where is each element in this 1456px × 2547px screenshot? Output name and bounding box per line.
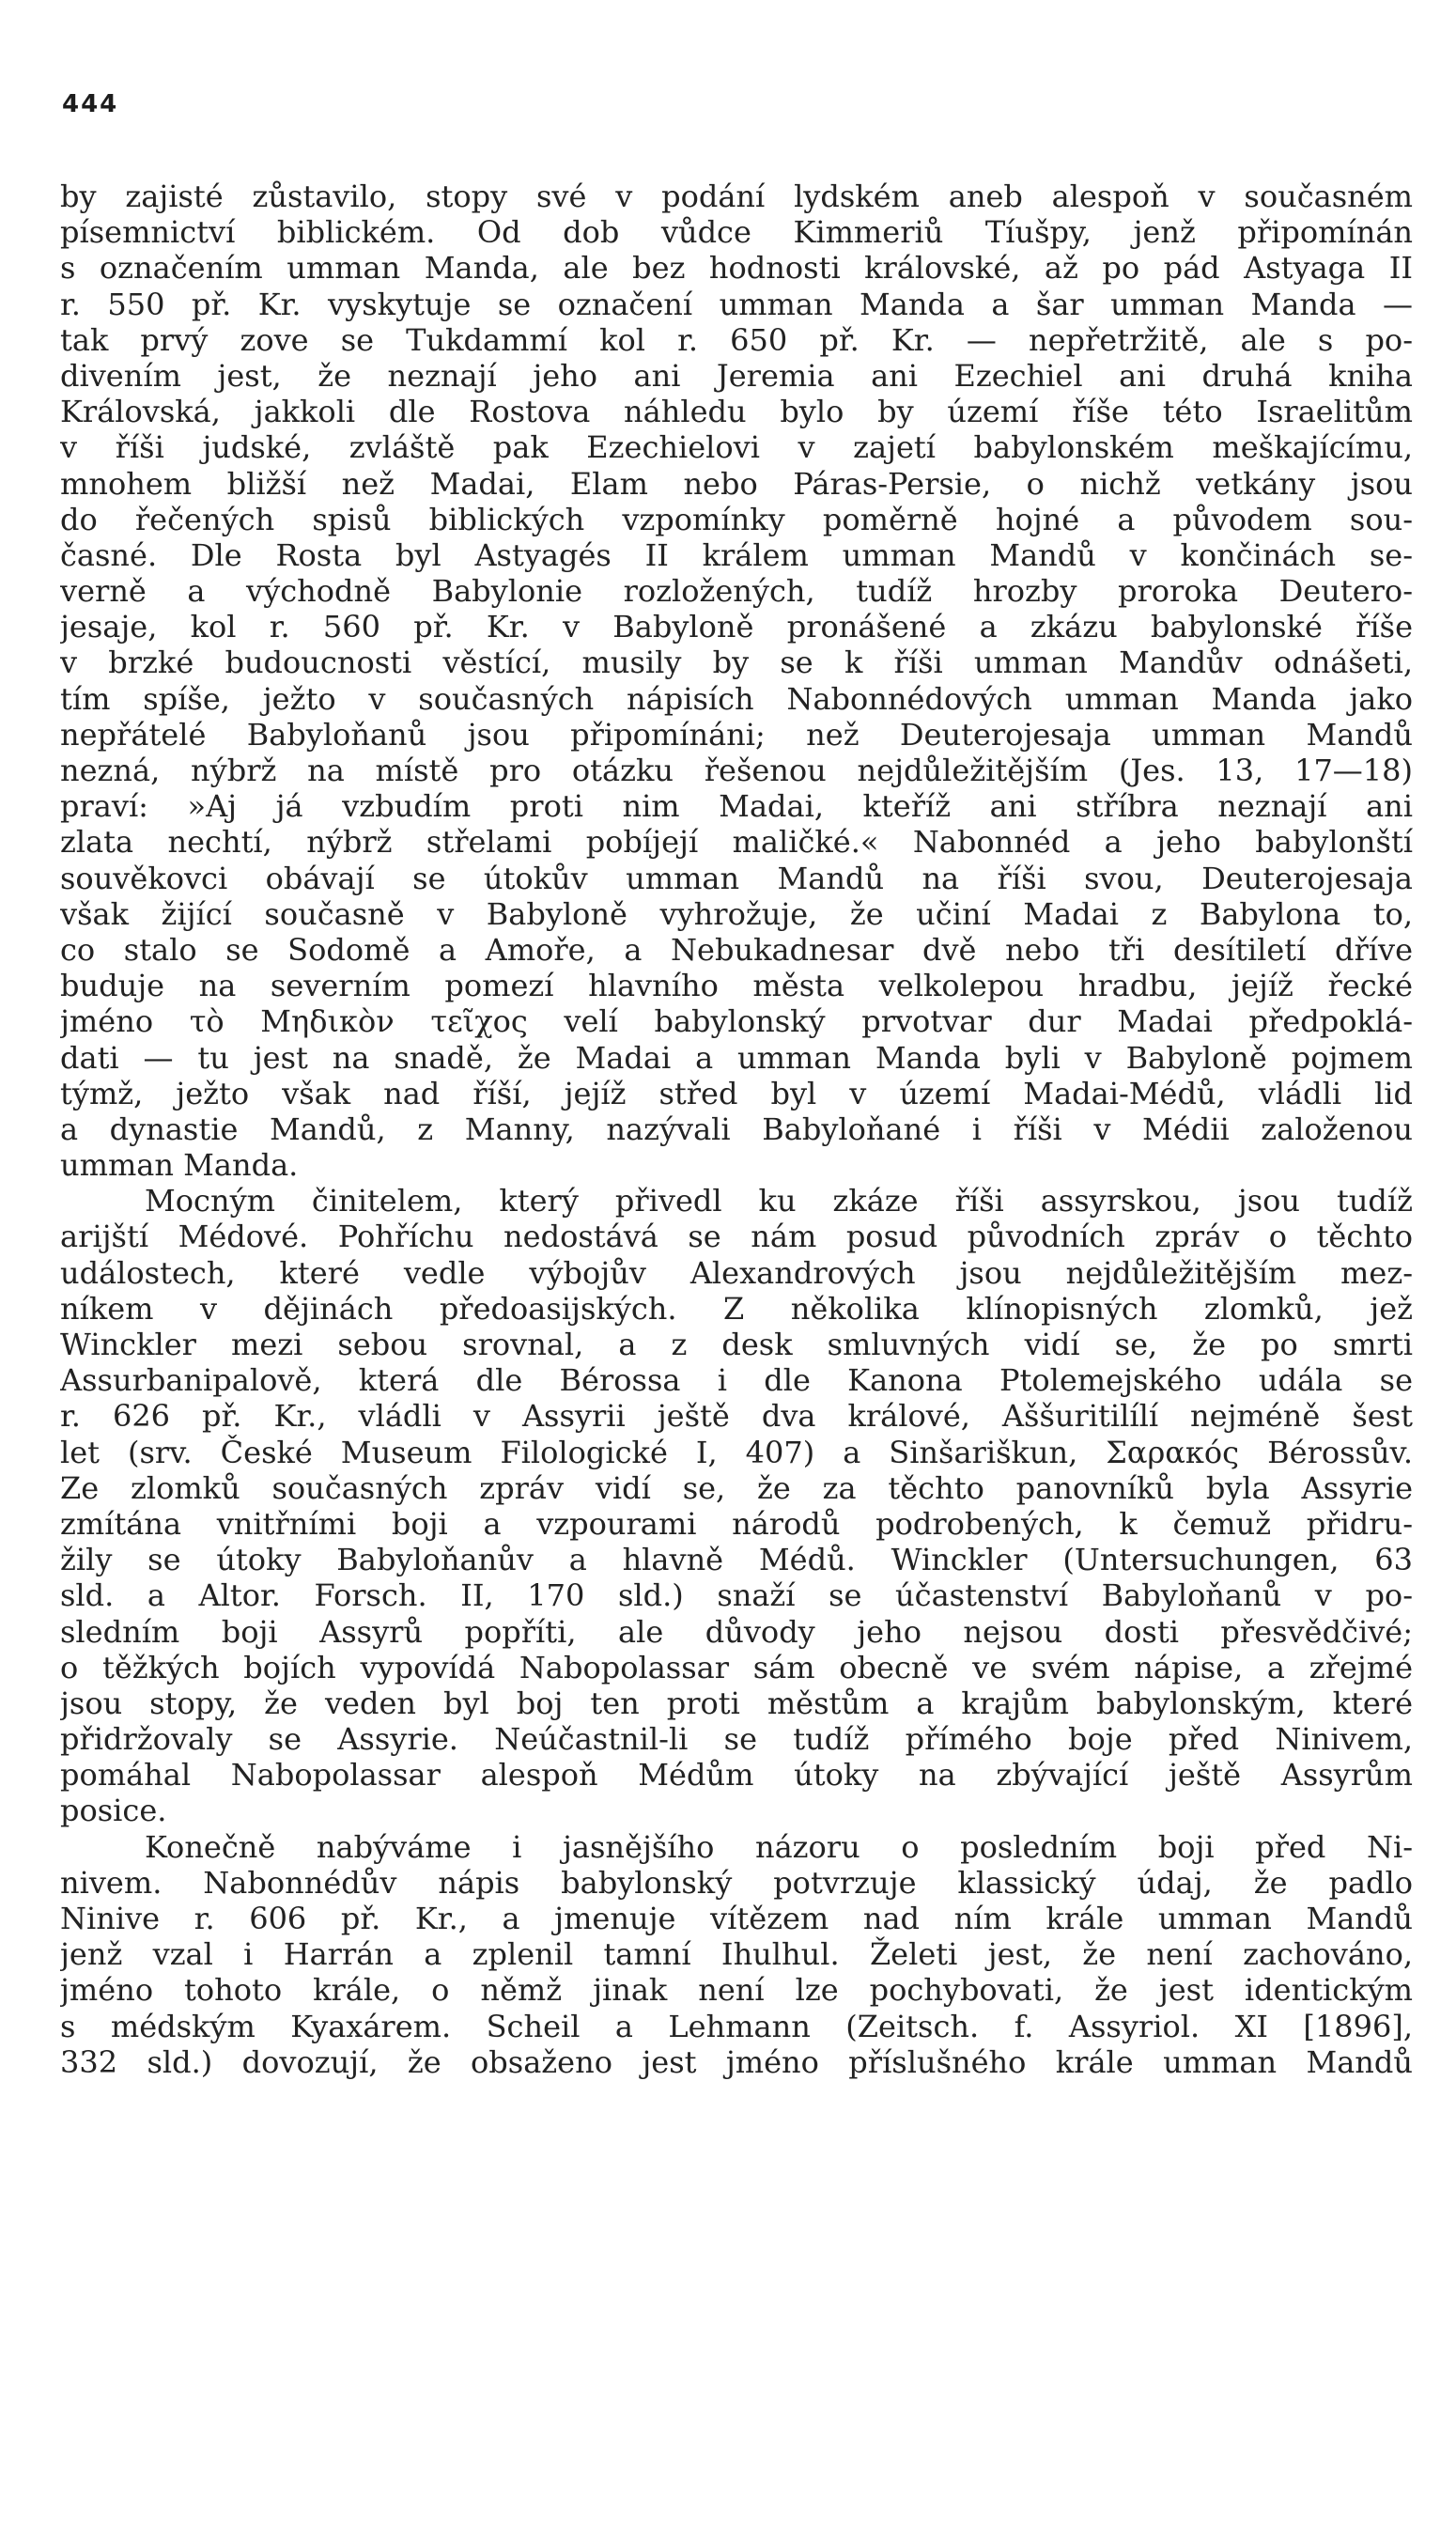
text-line: níkem v dějinách předoasijských. Z několika klínopisných zlomků, jež	[60, 1290, 1413, 1327]
text-line: časné. Dle Rosta byl Astyagés II králem umman Mandů v končinách se-	[60, 536, 1413, 573]
text-line: co stalo se Sodomě a Amoře, a Nebukadnesar dvě nebo tři desítiletí dříve	[60, 931, 1413, 968]
text-line: s médským Kyaxárem. Scheil a Lehmann (Zeitsch. f. Assyriol. XI [1896],	[60, 2008, 1413, 2044]
paragraph-end-line: posice.	[60, 1793, 167, 1829]
text-line: jenž vzal i Harrán a zplenil tamní Ihulhul. Želeti jest, že není zachováno,	[60, 1936, 1413, 1973]
text-line: sledním boji Assyrů popříti, ale důvody jeho nejsou dosti přesvědčivé;	[60, 1613, 1413, 1650]
text-line: arijští Médové. Pohříchu nedostává se nám posud původních zpráv o těchto	[60, 1219, 1413, 1255]
text-line: však žijící současně v Babyloně vyhrožuje, že učiní Madai z Babylona to,	[60, 895, 1413, 932]
paragraph-start-line: Konečně nabýváme i jasnějšího názoru o posledním boji před Ni-	[145, 1828, 1413, 1865]
text-line: Ze zlomků současných zpráv vidí se, že za těchto panovníků byla Assyrie	[60, 1469, 1413, 1506]
text-line: mnohem bližší než Madai, Elam nebo Páras-Persie, o nichž vetkány jsou	[60, 465, 1413, 502]
text-line: jméno tohoto krále, o němž jinak není lze pochybovati, že jest identickým	[60, 1972, 1413, 2009]
body-text	[60, 179, 1413, 2080]
text-line: Winckler mezi sebou srovnal, a z desk smluvných vidí se, že po smrti	[60, 1327, 1413, 1362]
text-line: verně a východně Babylonie rozložených, tudíž hrozby proroka Deutero-	[60, 573, 1413, 610]
text-line: sld. a Altor. Forsch. II, 170 sld.) snaží se účastenství Babyloňanů v po-	[60, 1577, 1413, 1614]
text-line: 332 sld.) dovozují, že obsaženo jest jméno příslušného krále umman Mandů	[60, 2043, 1413, 2080]
text-line: by zajisté zůstavilo, stopy své v podání lydském aneb alespoň v současném	[60, 179, 1413, 214]
text-line: tím spíše, ježto v současných nápisích Nabonnédových umman Manda jako	[60, 680, 1413, 717]
paragraph-start-line: Mocným činitelem, který přivedl ku zkáze říši assyrskou, jsou tudíž	[145, 1183, 1413, 1219]
text-line: v říši judské, zvláště pak Ezechielovi v zajetí babylonském meškajícímu,	[60, 429, 1413, 466]
text-line: dati — tu jest na snadě, že Madai a umman Manda byli v Babyloně pojmem	[60, 1039, 1413, 1076]
text-line: r. 626 př. Kr., vládli v Assyrii ještě dva králové, Aššuritilílí nejméně šest	[60, 1398, 1413, 1435]
text-line: nivem. Nabonnédův nápis babylonský potvrzuje klassický údaj, že padlo	[60, 1864, 1413, 1901]
text-line: let (srv. České Museum Filologické I, 407) a Sinšariškun, Σαρακός Bérossův.	[60, 1434, 1413, 1470]
text-line: s označením umman Manda, ale bez hodnosti královské, až po pád Astyaga II	[60, 250, 1413, 287]
text-line: praví: »Aj já vzbudím proti nim Madai, kteříž ani stříbra neznají ani	[60, 788, 1413, 825]
text-line: v brzké budoucnosti věstící, musily by se k říši umman Mandův odnášeti,	[60, 645, 1413, 681]
text-line: buduje na severním pomezí hlavního města velkolepou hradbu, jejíž řecké	[60, 968, 1413, 1004]
text-line: divením jest, že neznají jeho ani Jeremia ani Ezechiel ani druhá kniha	[60, 357, 1413, 394]
text-line: jméno τὸ Μηδικὸν τεῖχος velí babylonský prvotvar dur Madai předpoklá-	[60, 1003, 1413, 1040]
text-line: o těžkých bojích vypovídá Nabopolassar sám obecně ve svém nápise, a zřejmé	[60, 1649, 1413, 1685]
text-line: Královská, jakkoli dle Rostova náhledu bylo by území říše této Israelitům	[60, 394, 1413, 430]
text-line: Ninive r. 606 př. Kr., a jmenuje vítězem nad ním krále umman Mandů	[60, 1901, 1413, 1936]
text-line: nepřátelé Babyloňanů jsou připomínáni; než Deuterojesaja umman Mandů	[60, 716, 1413, 753]
text-line: jesaje, kol r. 560 př. Kr. v Babyloně pronášené a zkázu babylonské říše	[60, 609, 1413, 645]
text-line: písemnictví biblickém. Od dob vůdce Kimmeriů Tíušpy, jenž připomínán	[60, 214, 1413, 251]
paragraph-end-line: umman Manda.	[60, 1147, 299, 1184]
text-line: Assurbanipalově, která dle Bérossa i dle Kanona Ptolemejského udála se	[60, 1362, 1413, 1399]
text-line: souvěkovci obávají se útokův umman Mandů na říši svou, Deuterojesaja	[60, 860, 1413, 896]
text-line: týmž, ježto však nad říší, jejíž střed byl v území Madai-Médů, vládli lid	[60, 1075, 1413, 1111]
page-number: 444	[62, 90, 119, 118]
text-line: pomáhal Nabopolassar alespoň Médům útoky na zbývající ještě Assyrům	[60, 1757, 1413, 1794]
text-line: událostech, které vedle výbojův Alexandrových jsou nejdůležitějším mez-	[60, 1254, 1413, 1291]
text-line: do řečených spisů biblických vzpomínky poměrně hojné a původem sou-	[60, 501, 1413, 537]
text-line: žily se útoky Babyloňanův a hlavně Médů. Winckler (Untersuchungen, 63	[60, 1542, 1413, 1578]
text-line: zlata nechtí, nýbrž střelami pobíjejí maličké.« Nabonnéd a jeho babylonští	[60, 824, 1413, 861]
text-line: a dynastie Mandů, z Manny, nazývali Babyloňané i říši v Médii založenou	[60, 1110, 1413, 1147]
text-line: r. 550 př. Kr. vyskytuje se označení umman Manda a šar umman Manda —	[60, 286, 1413, 322]
text-line: zmítána vnitřními boji a vzpourami národů podrobených, k čemuž přidru-	[60, 1505, 1413, 1542]
text-line: tak prvý zove se Tukdammí kol r. 650 př. Kr. — nepřetržitě, ale s po-	[60, 321, 1413, 358]
text-line: nezná, nýbrž na místě pro otázku řešenou nejdůležitějším (Jes. 13, 17—18)	[60, 753, 1413, 788]
text-line: jsou stopy, že veden byl boj ten proti městům a krajům babylonským, které	[60, 1685, 1413, 1721]
text-line: přidržovaly se Assyrie. Neúčastnil-li se tudíž přímého boje před Ninivem,	[60, 1721, 1413, 1758]
